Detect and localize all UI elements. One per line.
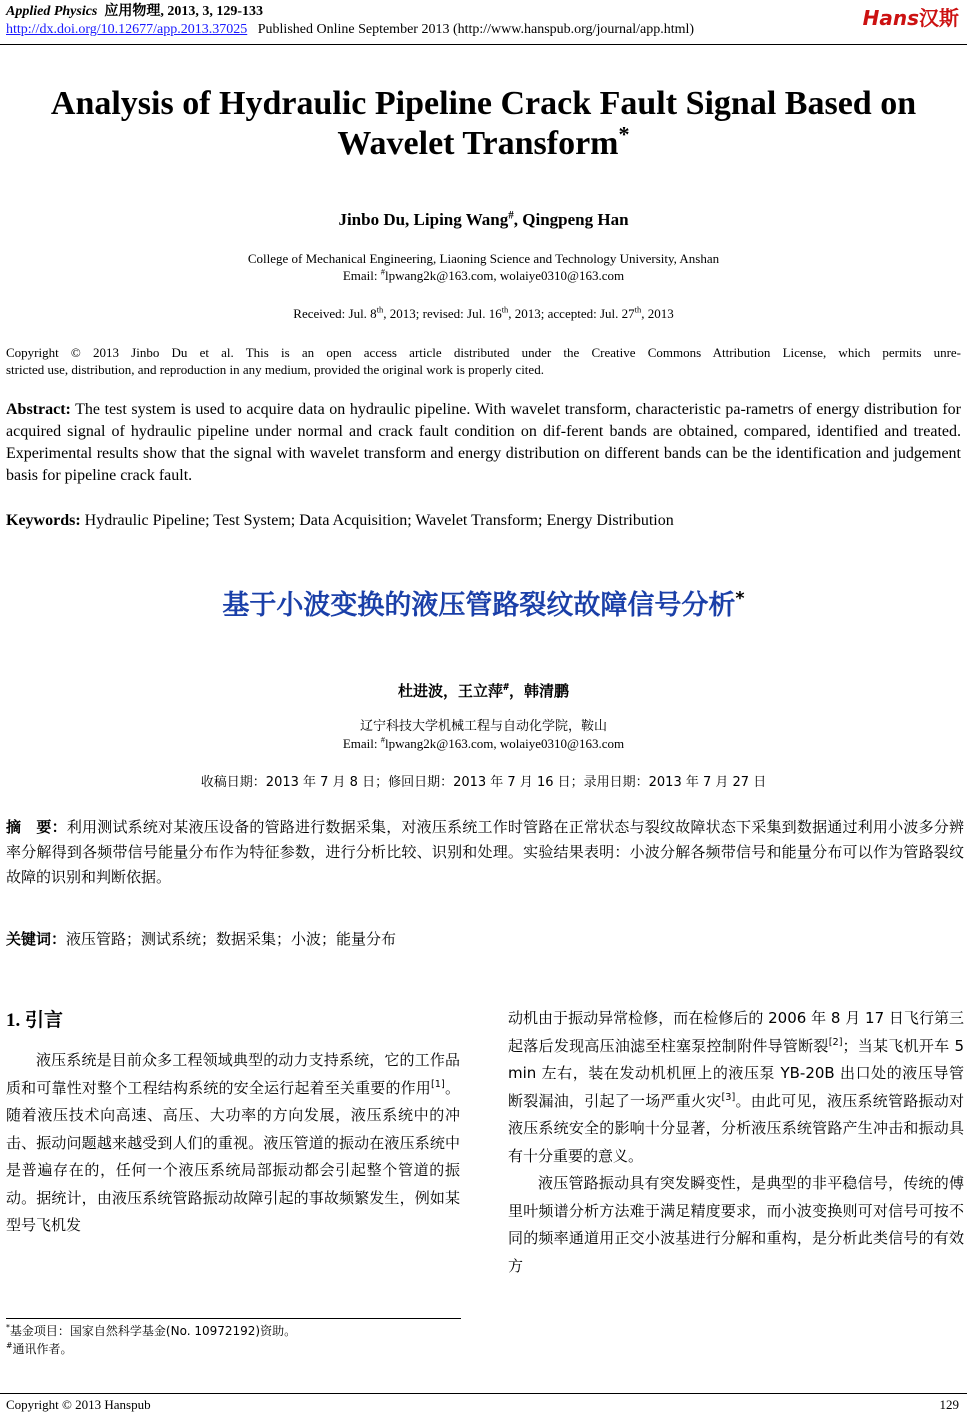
header-rule (0, 44, 967, 45)
doi-link[interactable]: http://dx.doi.org/10.12677/app.2013.37025 (6, 22, 248, 37)
journal-name: Applied Physics (6, 4, 98, 19)
affiliation-en: College of Mechanical Engineering, Liaoning Science and Technology University, Anshan Email: #lpwang2k@163.com, wolaiye0310@163.com (247, 251, 720, 283)
dates-cn: 收稿日期：2013 年 7 月 8 日；修回日期：2013 年 7 月 16 日；录用日期：2013 年 7 月 27 日 (200, 775, 767, 790)
footer-rule (0, 1393, 967, 1394)
authors-en: Jinbo Du, Liping Wang#, Qingpeng Han (338, 209, 629, 229)
keywords-en: Keywords: Hydraulic Pipeline; Test System; Data Acquisition; Wavelet Transform; Energy Distribution (6, 512, 674, 529)
page-number: 129 (939, 1397, 959, 1412)
journal-volume: 应用物理, 2013, 3, 129-133 (104, 4, 264, 19)
abstract-en: Abstract: The test system is used to acquire data on hydraulic pipeline. With wavelet transform, characteristic pa-rametrs of energy distribution for acquired signal of hydraulic pipeline under normal and crack fault condition on dif-ferent bands are obtained, compared, identified and treated. Experimental results show that the signal with wavelet transform and energy distribution on different bands can be the identification and judgement basis for pipeline crack fault. (6, 401, 961, 484)
footnote-rule (6, 1318, 461, 1319)
publisher-logo: Hans汉斯 (862, 6, 959, 30)
title-cn: 基于小波变换的液压管路裂纹故障信号分析* (222, 589, 745, 621)
dates-en: Received: Jul. 8th, 2013; revised: Jul. 16th, 2013; accepted: Jul. 27th, 2013 (293, 304, 674, 321)
copyright-notice: Copyright © 2013 Jinbo Du et al. This is an open access article distributed under the Creative Commons Attribution License, which permits unre- stricted use, distribution, and reproduction in any medium, provided the original work is properly cited. (6, 345, 961, 377)
section-heading: 1. 引言 (6, 1010, 64, 1031)
footnotes: *基金项目：国家自然科学基金(No. 10972192)资助。 #通讯作者。 (6, 1323, 297, 1356)
published-info: Published Online September 2013 (http://www.hanspub.org/journal/app.html) (257, 22, 695, 37)
right-column: 动机由于振动异常检修，而在检修后的 2006 年 8 月 17 日飞行第三起落后发现高压油滤至柱塞泵控制附件导管断裂[2]；当某飞机开车 5 min 左右，装在发动机机匣上的液压泵 YB-20B 出口处的液压导管断裂漏油，引起了一场严重火灾[3]。由此可见，液压系统管路振动对液压系统安全的影响十分显著，分析液压系统管路产生冲击和振动具有十分重要的意义。 液压管路振动具有突发瞬变性，是典型的非平稳信号，传统的傅里叶频谱分析方法难于满足精度要求，而小波变换则可对信号可按不同的频率通道用正交小波基进行分解和重构，是分析此类信号的有效方 (508, 1009, 964, 1275)
title-en: Analysis of Hydraulic Pipeline Crack Fault Signal Based on Wavelet Transform* (50, 85, 917, 162)
running-header (6, 3, 694, 39)
left-column: 液压系统是目前众多工程领域典型的动力支持系统，它的工作品质和可靠性对整个工程结构系统的安全运行起着至关重要的作用[1]。随着液压技术向高速、高压、大功率的方向发展，液压系统中的冲击、振动问题越来越受到人们的重视。液压管道的振动在液压系统中是普遍存在的，任何一个液压系统局部振动都会引起整个管道的振动。据统计，由液压系统管路振动故障引起的事故频繁发生，例如某型号飞机发 (6, 1051, 460, 1234)
authors-cn: 杜进波，王立萍#，韩清鹏 (398, 682, 569, 700)
abstract-cn: 摘 要：利用测试系统对某液压设备的管路进行数据采集，对液压系统工作时管路在正常状态与裂纹故障状态下采集到数据通过利用小波多分辨率分解得到各频带信号能量分布作为特征参数，进行分析比较、识别和处理。实验结果表明：小波分解各频带信号和能量分布可以作为管路裂纹故障的识别和判断依据。 (6, 818, 964, 886)
footer-copyright: Copyright © 2013 Hanspub (6, 1397, 151, 1412)
keywords-cn: 关键词：液压管路；测试系统；数据采集；小波；能量分布 (6, 930, 397, 948)
affiliation-cn: 辽宁科技大学机械工程与自动化学院，鞍山 Email: #lpwang2k@163.com, wolaiye0310@163.com (342, 719, 625, 751)
